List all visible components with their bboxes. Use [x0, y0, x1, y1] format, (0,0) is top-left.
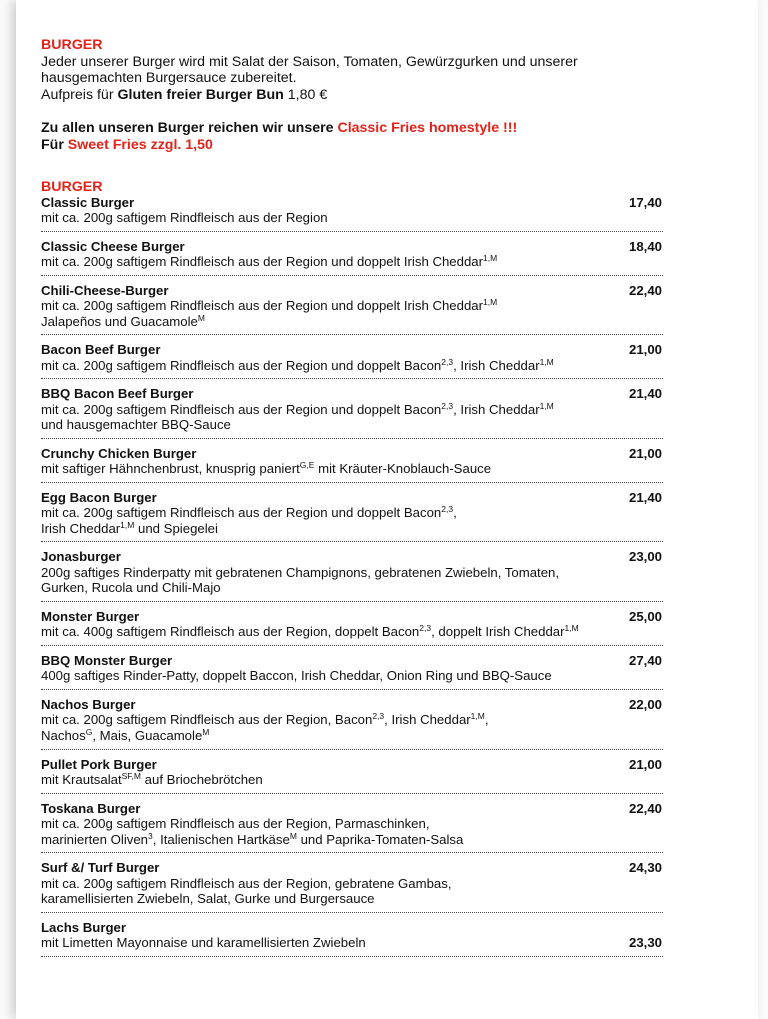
menu-item-name: Chili-Cheese-Burger — [41, 282, 169, 298]
menu-item-price: 21,40 — [628, 489, 662, 505]
menu-item — [41, 757, 663, 794]
description-text: 200g saftiges Rinderpatty mit gebratenen Champignons, gebratenen Zwiebeln, Tomaten, — [41, 564, 560, 580]
classic-fries-highlight: Classic Fries homestyle !!! — [337, 120, 518, 137]
allergen-code: 1,M — [539, 400, 554, 411]
description-text: , Irish Cheddar — [453, 401, 540, 417]
description-text: mit ca. 200g saftigem Rindfleisch aus der Region und doppelt Irish Cheddar — [41, 253, 484, 269]
menu-item — [41, 920, 663, 957]
allergen-code: M — [289, 830, 297, 841]
description-text: und Spiegelei — [134, 520, 218, 536]
menu-item-description — [41, 668, 663, 684]
description-text: und Paprika-Tomaten-Salsa — [296, 831, 464, 847]
description-text: , Irish Cheddar — [384, 712, 471, 728]
menu-item-name: BBQ Monster Burger — [41, 652, 173, 668]
allergen-code: 1,M — [120, 519, 135, 530]
description-text: mit ca. 200g saftigem Rindfleisch aus der Region und doppelt Bacon — [41, 505, 442, 521]
gluten-free-surcharge: Aufpreis für Gluten freier Burger Bun 1,80 € — [41, 86, 328, 103]
gluten-free-price: 1,80 € — [283, 86, 328, 103]
menu-item-description — [41, 358, 663, 374]
intro-description: Jeder unserer Burger wird mit Salat der Saison, Tomaten, Gewürzgurken und unserer hausgemachten Burgersauce zubereitet. — [41, 53, 578, 87]
menu-item — [41, 195, 663, 232]
description-text: mit ca. 200g saftigem Rindfleisch aus der Region, gebratene Gambas, — [41, 875, 452, 891]
allergen-code: 2,3 — [419, 623, 432, 634]
description-text: mit ca. 200g saftigem Rindfleisch aus der Region und doppelt Bacon — [41, 357, 442, 373]
allergen-code: G,E — [299, 460, 315, 471]
description-text: auf Briochebrötchen — [141, 771, 263, 787]
description-text: Gurken, Rucola und Chili-Majo — [41, 580, 221, 596]
menu-item-description — [41, 580, 663, 596]
menu-item-description — [41, 712, 663, 728]
menu-item-name: Pullet Pork Burger — [41, 756, 157, 772]
menu-item-price: 27,40 — [628, 652, 662, 668]
menu-item-description — [41, 254, 663, 270]
menu-content — [41, 37, 663, 957]
menu-item-description — [41, 935, 663, 951]
menu-item-description — [41, 624, 663, 640]
menu-item-name: Monster Burger — [41, 608, 140, 624]
menu-item-description — [41, 521, 663, 537]
menu-item-description — [41, 210, 663, 226]
menu-item — [41, 386, 663, 439]
allergen-code: 1,M — [483, 296, 498, 307]
menu-item-price: 18,40 — [628, 238, 662, 254]
description-text: mit ca. 200g saftigem Rindfleisch aus der Region und doppelt Irish Cheddar — [41, 297, 484, 313]
menu-item-price: 21,00 — [628, 342, 662, 358]
menu-item — [41, 801, 663, 854]
allergen-code: 1,M — [539, 356, 554, 367]
sweet-fries-highlight: Sweet Fries zzgl. 1,50 — [67, 136, 213, 153]
menu-item-price: 23,30 — [628, 935, 662, 951]
description-text: 400g saftiges Rinder-Patty, doppelt Baccon, Irish Cheddar, Onion Ring und BBQ-Sauce — [41, 668, 552, 684]
allergen-code: 1,M — [564, 623, 579, 634]
menu-item-description — [41, 505, 663, 521]
intro-block — [41, 37, 663, 154]
section-title: BURGER — [41, 178, 103, 195]
description-text: Nachos — [41, 727, 86, 743]
allergen-code: 2,3 — [441, 400, 454, 411]
menu-item-name: Crunchy Chicken Burger — [41, 445, 197, 461]
menu-item — [41, 490, 663, 543]
menu-item-description — [41, 417, 663, 433]
menu-item-name: Nachos Burger — [41, 696, 136, 712]
menu-item-name: BBQ Bacon Beef Burger — [41, 386, 194, 402]
description-text: mit Kräuter-Knoblauch-Sauce — [314, 461, 492, 477]
menu-item-price: 21,00 — [628, 756, 662, 772]
description-text: mit Limetten Mayonnaise und karamellisierten Zwiebeln — [41, 935, 366, 951]
description-text: karamellisierten Zwiebeln, Salat, Gurke und Burgersauce — [41, 891, 375, 907]
description-text: , Mais, Guacamole — [92, 727, 203, 743]
menu-item-description — [41, 314, 663, 330]
allergen-code: 3 — [148, 830, 153, 841]
description-text: , — [484, 712, 489, 728]
menu-item — [41, 609, 663, 646]
menu-item-description — [41, 461, 663, 477]
allergen-code: SF,M — [121, 770, 141, 781]
menu-item-description — [41, 876, 663, 892]
menu-item-name: Egg Bacon Burger — [41, 489, 157, 505]
menu-item — [41, 283, 663, 336]
menu-item — [41, 239, 663, 276]
description-text: Jalapeños und Guacamole — [41, 313, 198, 329]
menu-item-price: 25,00 — [628, 608, 662, 624]
allergen-code: G — [85, 726, 93, 737]
description-text: , — [453, 505, 457, 521]
menu-item-description — [41, 891, 663, 907]
gluten-free-item: Gluten freier Burger Bun — [117, 86, 284, 103]
description-text: mit ca. 200g saftigem Rindfleisch aus der Region und doppelt Bacon — [41, 401, 442, 417]
menu-item-price: 17,40 — [628, 194, 662, 210]
menu-item-description — [41, 816, 663, 832]
description-text: marinierten Oliven — [41, 831, 149, 847]
menu-item — [41, 860, 663, 913]
menu-item-description — [41, 565, 663, 581]
description-text: und hausgemachter BBQ-Sauce — [41, 417, 231, 433]
menu-item — [41, 446, 663, 483]
menu-item — [41, 549, 663, 602]
allergen-code: 2,3 — [441, 356, 454, 367]
description-text: , doppelt Irish Cheddar — [431, 624, 565, 640]
menu-item-name: Lachs Burger — [41, 919, 127, 935]
menu-page — [16, 0, 758, 1019]
description-text: , Irish Cheddar — [453, 357, 540, 373]
menu-item-name: Classic Burger — [41, 194, 135, 210]
menu-item-price: 21,40 — [628, 386, 662, 402]
description-text: Irish Cheddar — [41, 520, 121, 536]
menu-item-price: 21,00 — [628, 445, 662, 461]
menu-item — [41, 697, 663, 750]
menu-item — [41, 653, 663, 690]
menu-item-name: Surf &/ Turf Burger — [41, 860, 160, 876]
allergen-code: M — [197, 312, 205, 323]
menu-item-description — [41, 298, 663, 314]
description-text: mit ca. 200g saftigem Rindfleisch aus der Region, Parmaschinken, — [41, 815, 430, 831]
allergen-code: 2,3 — [441, 504, 454, 515]
menu-item-description — [41, 832, 663, 848]
menu-item-price: 23,00 — [628, 549, 662, 565]
fries-note: Zu allen unseren Burger reichen wir unsere Classic Fries homestyle !!! — [41, 120, 518, 137]
menu-item-price: 22,40 — [628, 282, 662, 298]
description-text: mit ca. 400g saftigem Rindfleisch aus der Region, doppelt Bacon — [41, 624, 420, 640]
allergen-code: 1,M — [470, 711, 485, 722]
intro-heading: BURGER — [41, 37, 103, 53]
description-text: , Italienischen Hartkäse — [152, 831, 290, 847]
menu-item-name: Bacon Beef Burger — [41, 342, 161, 358]
menu-item-list — [41, 195, 663, 957]
description-text: mit ca. 200g saftigem Rindfleisch aus der Region — [41, 209, 328, 225]
description-text: mit ca. 200g saftigem Rindfleisch aus der Region, Bacon — [41, 712, 373, 728]
menu-item-price: 22,40 — [628, 800, 662, 816]
menu-item-price: 24,30 — [628, 860, 662, 876]
menu-item — [41, 342, 663, 379]
description-text: mit Krautsalat — [41, 771, 122, 787]
menu-item-name: Classic Cheese Burger — [41, 238, 185, 254]
allergen-code: 2,3 — [372, 711, 385, 722]
menu-item-description — [41, 728, 663, 744]
allergen-code: 1,M — [483, 252, 498, 263]
description-text: mit saftiger Hähnchenbrust, knusprig paniert — [41, 461, 300, 477]
menu-item-name: Toskana Burger — [41, 800, 141, 816]
sweet-fries-note: Für Sweet Fries zzgl. 1,50 — [41, 136, 213, 153]
menu-item-description — [41, 402, 663, 418]
allergen-code: M — [202, 726, 210, 737]
menu-item-description — [41, 772, 663, 788]
menu-item-price: 22,00 — [628, 696, 662, 712]
menu-item-name: Jonasburger — [41, 549, 121, 565]
